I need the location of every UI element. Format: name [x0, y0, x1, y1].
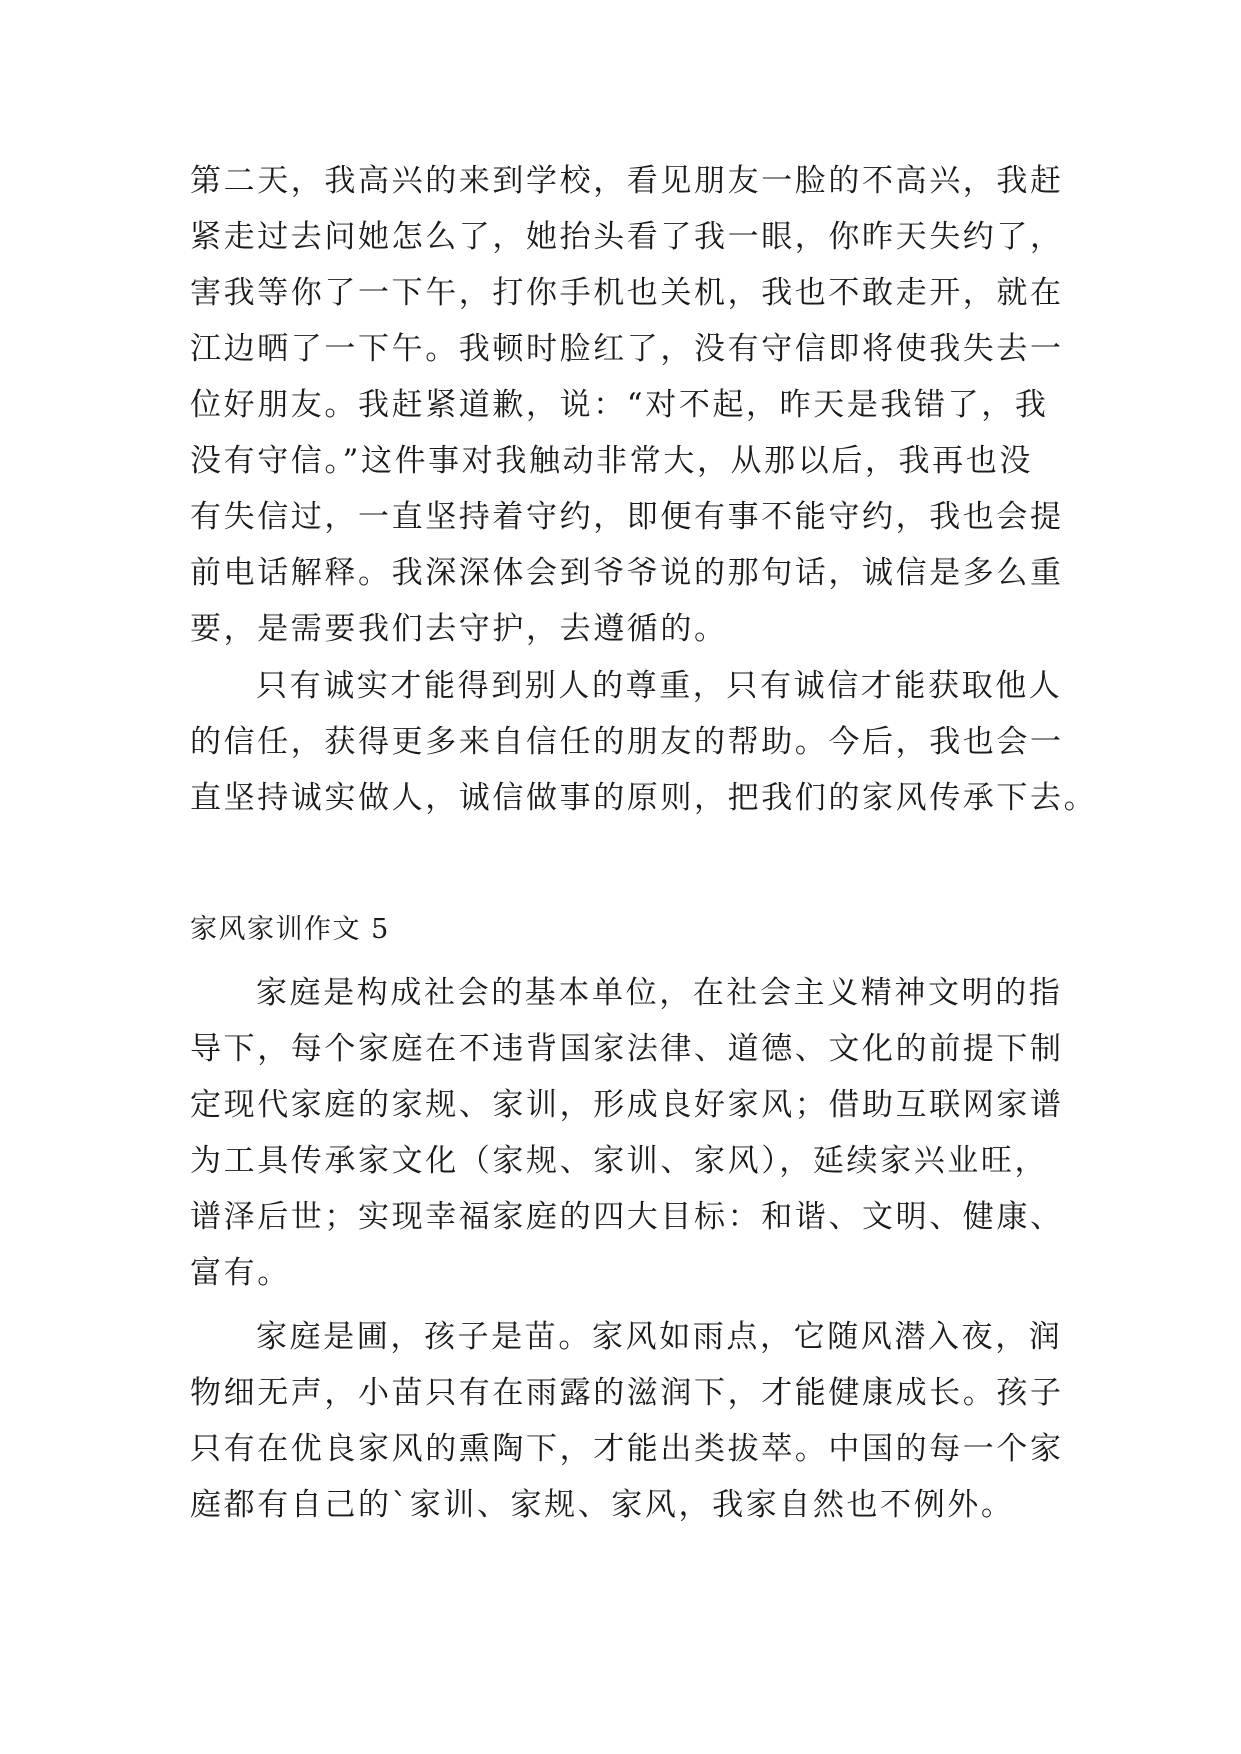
paragraph-line: 紧走过去问她怎么了，她抬头看了我一眼，你昨天失约了，	[190, 219, 1064, 255]
paragraph-line: 害我等你了一下午，打你手机也关机，我也不敢走开，就在	[190, 275, 1064, 311]
paragraph-line: 只有诚实才能得到别人的尊重，只有诚信才能获取他人	[256, 668, 1063, 704]
paragraph-3	[190, 965, 1064, 1301]
paragraph-line: 谱泽后世；实现幸福家庭的四大目标：和谐、文明、健康、	[190, 1199, 1064, 1235]
paragraph-line: 只有在优良家风的熏陶下，才能出类拔萃。中国的每一个家	[190, 1431, 1064, 1467]
paragraph-line: 江边晒了一下午。我顿时脸红了，没有守信即将使我失去一	[190, 331, 1064, 367]
paragraph-line: 要，是需要我们去守护，去遵循的。	[190, 611, 728, 647]
paragraph-1	[190, 153, 1064, 657]
paragraph-line: 没有守信。”这件事对我触动非常大，从那以后，我再也没	[190, 443, 1033, 479]
paragraph-2	[190, 658, 1098, 826]
section-heading: 家风家训作文 5	[190, 914, 390, 945]
paragraph-line: 家庭是构成社会的基本单位，在社会主义精神文明的指	[256, 975, 1063, 1011]
paragraph-line: 位好朋友。我赶紧道歉，说：“对不起，昨天是我错了，我	[190, 387, 1049, 423]
paragraph-line: 庭都有自己的`家训、家规、家风，我家自然也不例外。	[190, 1487, 1015, 1523]
paragraph-line: 前电话解释。我深深体会到爷爷说的那句话，诚信是多么重	[190, 555, 1064, 591]
paragraph-line: 直坚持诚实做人，诚信做事的原则，把我们的家风传承下去。	[190, 780, 1098, 816]
paragraph-line: 的信任，获得更多来自信任的朋友的帮助。今后，我也会一	[190, 724, 1064, 760]
paragraph-line: 有失信过，一直坚持着守约，即便有事不能守约，我也会提	[190, 499, 1064, 535]
paragraph-4	[190, 1309, 1064, 1533]
paragraph-line: 导下，每个家庭在不违背国家法律、道德、文化的前提下制	[190, 1031, 1064, 1067]
paragraph-line: 第二天，我高兴的来到学校，看见朋友一脸的不高兴，我赶	[190, 163, 1064, 199]
paragraph-line: 富有。	[190, 1255, 291, 1291]
paragraph-line: 家庭是圃，孩子是苗。家风如雨点，它随风潜入夜，润	[256, 1319, 1063, 1355]
paragraph-line: 为工具传承家文化（家规、家训、家风），延续家兴业旺，	[190, 1143, 1049, 1179]
paragraph-line: 物细无声，小苗只有在雨露的滋润下，才能健康成长。孩子	[190, 1375, 1064, 1411]
paragraph-line: 定现代家庭的家规、家训，形成良好家风；借助互联网家谱	[190, 1087, 1064, 1123]
